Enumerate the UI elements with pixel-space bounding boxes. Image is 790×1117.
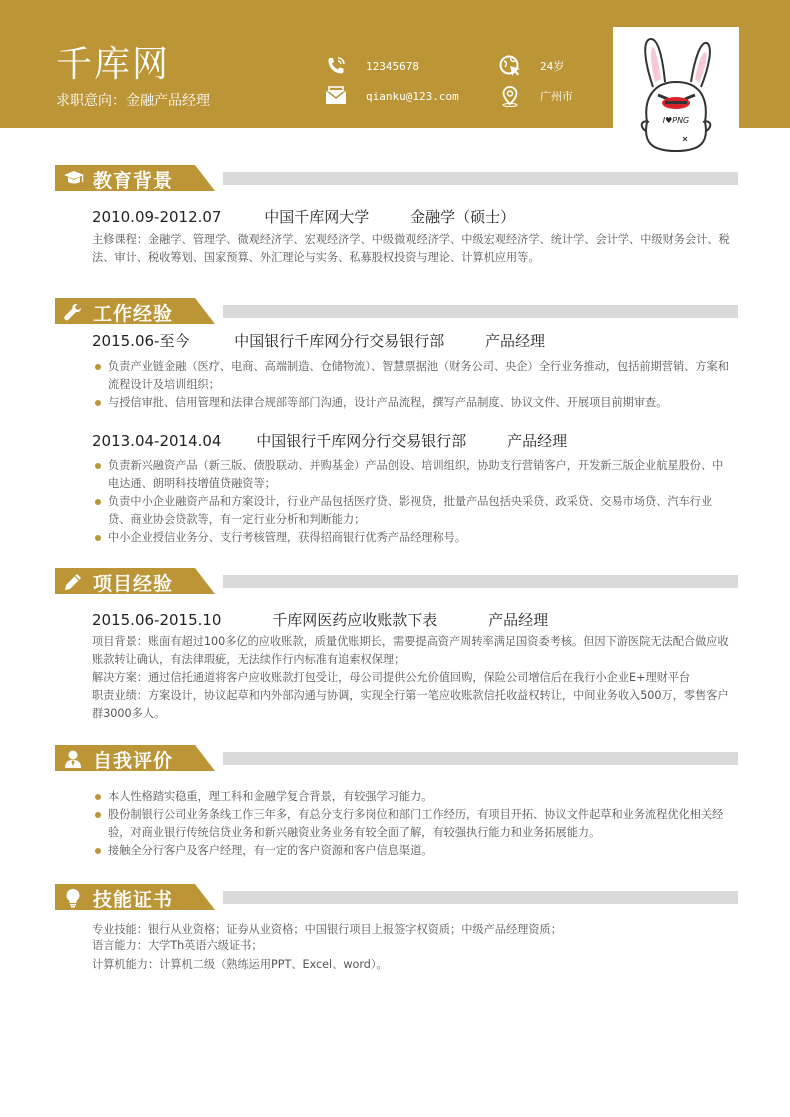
phone-icon <box>324 54 348 78</box>
section-title: 自我评价 <box>93 750 174 772</box>
location-pin-icon <box>498 84 522 108</box>
section-work-header <box>55 298 738 324</box>
project-name: 千库网医药应收账款下表 <box>272 611 438 629</box>
education-entry <box>92 206 515 227</box>
profile-photo <box>613 27 739 157</box>
education-period: 2010.09-2012.07 <box>92 208 222 226</box>
list-item: 中小企业授信业务分、支行考核管理，获得招商银行优秀产品经理称号。 <box>92 529 732 547</box>
list-item: 负责中小企业融资产品和方案设计，行业产品包括医疗贷、影视贷，批量产品包括央采贷、政采贷、交易市场贷、汽车行业贷、商业协会贷款等，有一定行业分析和判断能力； <box>92 493 732 529</box>
rabbit-avatar-icon <box>613 27 739 157</box>
list-item: 股份制银行公司业务条线工作三年多，有总分支行多岗位和部门工作经历，有项目开拓、协议文件起草和业务流程优化相关经验，对商业银行传统信贷业务和新兴融资业务业务有较全面了解，有较强执行能力和业务拓展能力。 <box>92 806 732 842</box>
skills-list <box>92 922 732 973</box>
project-entry <box>92 609 548 630</box>
email-address: qianku@123.com <box>366 89 459 103</box>
work-entry-2 <box>92 430 567 451</box>
email-info <box>324 84 459 108</box>
self-evaluation-list <box>92 788 732 860</box>
city-info <box>498 84 573 108</box>
section-project-header <box>55 568 738 594</box>
phone-info <box>324 54 419 78</box>
person-icon <box>63 749 83 767</box>
school-name: 中国千库网大学 <box>264 208 370 226</box>
list-item: 与授信审批、信用管理和法律合规部等部门沟通，设计产品流程，撰写产品制度、协议文件、开展项目前期审查。 <box>92 394 732 412</box>
skill-computer: 计算机能力：计算机二级（熟练运用PPT、Excel、word）。 <box>92 958 388 971</box>
list-item: 负责新兴融资产品（新三版、债股联动、并购基金）产品创设、培训组织，协助支行营销客户，开发新三版企业航星股份、中电达通、朗明科技增值贷融资等； <box>92 457 732 493</box>
section-education-header <box>55 165 738 191</box>
skill-language: 语言能力：大学Th英语六级证书； <box>92 939 263 952</box>
project-background: 项目背景：账面有超过100多亿的应收账款，质量优账期长，需要提高资产周转率满足国资委考核。但因下游医院无法配合做应收账款转让确认，有法律瑕疵，无法续作行内标准有追索权保理； <box>92 635 729 666</box>
list-item: 接触全分行客户及客户经理，有一定的客户资源和客户信息渠道。 <box>92 842 732 860</box>
work-period: 2013.04-2014.04 <box>92 432 222 450</box>
work-entry-1 <box>92 330 545 351</box>
work-company: 中国银行千库网分行交易银行部 <box>234 332 445 350</box>
section-skills-header <box>55 884 738 910</box>
city-value: 广州市 <box>540 90 573 103</box>
avatar-label: I♥PNG <box>662 116 690 125</box>
globe-cursor-icon <box>498 54 522 78</box>
section-title: 工作经验 <box>93 303 174 325</box>
graduation-cap-icon <box>63 169 83 187</box>
wrench-icon <box>63 302 83 320</box>
phone-number: 12345678 <box>366 59 419 73</box>
project-details <box>92 633 732 723</box>
work-1-duties <box>92 358 732 412</box>
project-role: 产品经理 <box>488 611 549 629</box>
project-achievements: 职责业绩：方案设计，协议起草和内外部沟通与协调，实现全行第一笔应收账款信托收益权转让，中间业务收入500万，零售客户群3000多人。 <box>92 689 729 720</box>
age-value: 24岁 <box>540 60 565 73</box>
mail-icon <box>324 84 348 108</box>
work-2-duties <box>92 457 732 547</box>
list-item: 负责产业链金融（医疗、电商、高端制造、仓储物流）、智慧票据池（财务公司、央企）全行业务推动，包括前期营销、方案和流程设计及培训组织； <box>92 358 732 394</box>
section-title: 技能证书 <box>93 889 174 911</box>
age-info <box>498 54 564 78</box>
lightbulb-icon <box>63 888 83 906</box>
work-period: 2015.06-至今 <box>92 332 190 350</box>
project-solution: 解决方案：通过信托通道将客户应收账款打包受让，母公司提供公允价值回购，保险公司增信后在我行小企业E+理财平台 <box>92 671 691 684</box>
work-role: 产品经理 <box>507 432 568 450</box>
project-period: 2015.06-2015.10 <box>92 611 222 629</box>
skill-professional: 专业技能：银行从业资格；证券从业资格；中国银行项目上报签字权资质；中级产品经理资质； <box>92 923 562 936</box>
section-title: 项目经验 <box>93 573 174 595</box>
work-company: 中国银行千库网分行交易银行部 <box>256 432 467 450</box>
list-item: 本人性格踏实稳重，理工科和金融学复合背景，有较强学习能力。 <box>92 788 732 806</box>
section-self-header <box>55 745 738 771</box>
pencil-icon <box>63 572 83 590</box>
section-title: 教育背景 <box>93 170 174 192</box>
job-intent: 求职意向：金融产品经理 <box>56 93 210 109</box>
work-role: 产品经理 <box>485 332 546 350</box>
resume-name: 千库网 <box>56 44 171 85</box>
education-courses: 主修课程：金融学、管理学、微观经济学、宏观经济学、中级微观经济学、中级宏观经济学、统计学、会计学、中级财务会计、税法、审计、税收筹划、国家预算、外汇理论与实务、私募股权投资与理论、计算机应用等。 <box>92 233 730 264</box>
major: 金融学（硕士） <box>410 208 516 226</box>
